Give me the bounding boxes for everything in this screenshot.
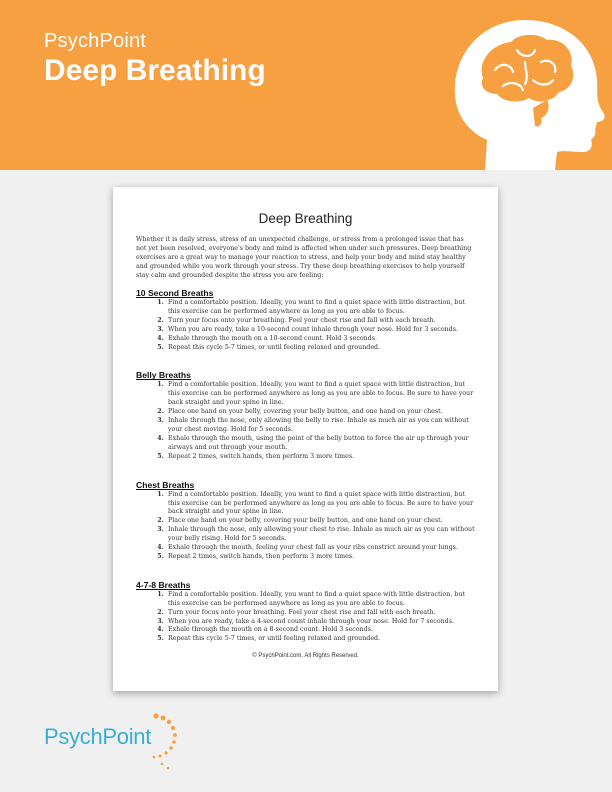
- header-banner: [0, 0, 612, 170]
- list-item: 5. Repeat 2 times, switch hands, then perform 3 more times.: [166, 553, 475, 562]
- steps-list-belly: [136, 381, 475, 461]
- list-item: 4. Exhale through the mouth on a 10-second count. Hold 3 seconds.: [166, 335, 475, 344]
- list-item: 2. Place one hand on your belly, covering your belly button, and one hand on your chest.: [166, 517, 475, 526]
- page-title: Deep Breathing: [44, 54, 266, 87]
- list-item: 1. Find a comfortable position. Ideally, you want to find a quiet space with little distraction, but this exercise can be performed anywhere as long as you are able to focus. Be sure to have your back straight and your spine in line.: [166, 381, 475, 408]
- list-item: 1. Find a comfortable position. Ideally, you want to find a quiet space with little distraction, but this exercise can be performed anywhere as long as you are able to focus.: [166, 591, 475, 609]
- worksheet-preview: [113, 187, 498, 691]
- copyright-notice: © PsychPoint.com. All Rights Reserved.: [252, 653, 359, 660]
- list-item: 3. Inhale through the nose, only allowing your chest to rise. Inhale as much air as you can without your belly rising. Hold for 5 seconds.: [166, 526, 475, 544]
- list-item: 2. Place one hand on your belly, covering your belly button, and one hand on your chest.: [166, 408, 475, 417]
- head-brain-icon: [425, 0, 612, 170]
- logo-dots-icon: [146, 712, 186, 772]
- steps-list-4-7-8: [136, 591, 475, 644]
- list-item: 2. Turn your focus onto your breathing. Feel your chest rise and fall with each breath.: [166, 609, 475, 618]
- section-heading-belly: Belly Breaths: [136, 370, 191, 381]
- psychpoint-logo: [44, 712, 194, 772]
- intro-paragraph: Whether it is daily stress, stress of an unexpected challenge, or stress from a prolonged issue that has not yet been resolved, everyone's body and mind is affected when under such pressures. Deep breathing exercises are a great way to manage your reaction to stress, and help your body and mind stay healthy and grounded while you work through your stress. Try these deep breathing exercises to help yourself stay calm and grounded despite the stress you are feeling:: [136, 236, 472, 279]
- logo-wordmark: PsychPoint: [44, 724, 152, 749]
- steps-list-chest: [136, 491, 475, 562]
- list-item: 4. Exhale through the mouth, feeling your chest fall as your ribs constrict around your lungs.: [166, 544, 475, 553]
- list-item: 4. Exhale through the mouth on a 8-second count. Hold 3 seconds.: [166, 626, 475, 635]
- section-heading-10-second: 10 Second Breaths: [136, 288, 214, 298]
- list-item: 5. Repeat this cycle 5-7 times, or until feeling relaxed and grounded.: [166, 635, 475, 644]
- list-item: 1. Find a comfortable position. Ideally, you want to find a quiet space with little distraction, but this exercise can be performed anywhere as long as you are able to focus.: [166, 299, 475, 317]
- brand-name: PsychPoint: [44, 30, 147, 52]
- list-item: 5. Repeat this cycle 5-7 times, or until feeling relaxed and grounded.: [166, 344, 475, 353]
- document-title: Deep Breathing: [258, 211, 353, 226]
- section-heading-chest: Chest Breaths: [136, 479, 195, 490]
- list-item: 4. Exhale through the mouth, using the point of the belly button to force the air up through your airways and out through your mouth.: [166, 435, 475, 453]
- list-item: 1. Find a comfortable position. Ideally, you want to find a quiet space with little distraction, but this exercise can be performed anywhere as long as you are able to focus. Be sure to have your back straight and your spine in line.: [166, 491, 475, 518]
- list-item: 3. When you are ready, take a 10-second count inhale through your nose. Hold for 3 seconds.: [166, 326, 475, 335]
- list-item: 5. Repeat 2 times, switch hands, then perform 3 more times.: [166, 453, 475, 462]
- steps-list-10-second: [136, 299, 475, 352]
- section-heading-4-7-8: 4-7-8 Breaths: [136, 579, 191, 590]
- list-item: 3. When you are ready, take a 4-second count inhale through your nose. Hold for 7 seconds.: [166, 618, 475, 627]
- list-item: 3. Inhale through the nose, only allowing the belly to rise. Inhale as much air as you can without your chest moving. Hold for 5 seconds.: [166, 417, 475, 435]
- list-item: 2. Turn your focus onto your breathing. Feel your chest rise and fall with each breath.: [166, 317, 475, 326]
